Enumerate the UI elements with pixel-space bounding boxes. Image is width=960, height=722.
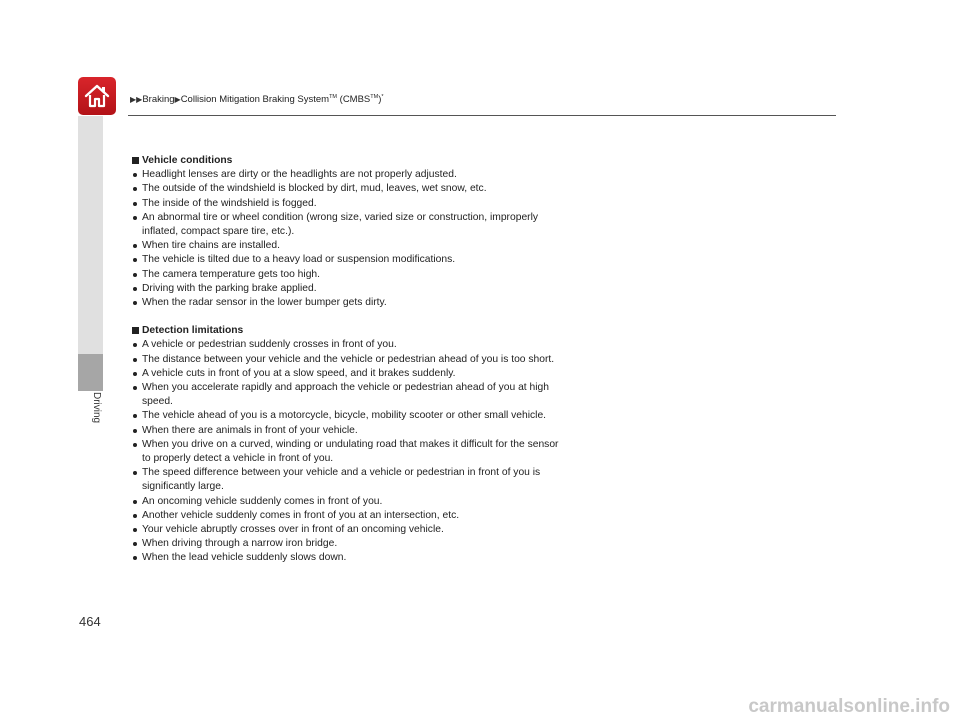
list-item-text: The inside of the windshield is fogged. [142, 197, 317, 209]
home-button[interactable] [78, 77, 116, 115]
bullet-list [132, 168, 562, 310]
bullet-icon [133, 386, 137, 390]
list-item [132, 182, 562, 196]
breadcrumb-arrow-icon: ▶ [174, 95, 181, 105]
bullet-icon [133, 414, 137, 418]
list-item [132, 466, 562, 494]
list-item-text: When the lead vehicle suddenly slows down. [142, 552, 347, 564]
list-item [132, 537, 562, 551]
square-bullet-icon [132, 327, 139, 334]
list-item [132, 338, 562, 352]
bullet-icon [133, 500, 137, 504]
bullet-icon [133, 173, 137, 177]
list-item [132, 495, 562, 509]
list-item [132, 211, 562, 239]
list-item [132, 367, 562, 381]
bullet-icon [133, 202, 137, 206]
header-divider [128, 115, 836, 116]
list-item-text: The vehicle is tilted due to a heavy load or suspension modifications. [142, 254, 456, 266]
list-item-text: Driving with the parking brake applied. [142, 282, 317, 294]
bullet-icon [133, 216, 137, 220]
list-item-text: Your vehicle abruptly crosses over in front of an oncoming vehicle. [142, 524, 444, 536]
bullet-icon [133, 343, 137, 347]
list-item [132, 381, 562, 409]
asterisk-mark: * [381, 94, 384, 100]
list-item-text: An oncoming vehicle suddenly comes in front of you. [142, 495, 383, 507]
list-item-text: When tire chains are installed. [142, 240, 280, 252]
list-item-text: A vehicle or pedestrian suddenly crosses in front of you. [142, 339, 397, 351]
page-number: 464 [79, 614, 101, 629]
section-detection-limitations [132, 324, 562, 565]
side-tab-driving-marker[interactable] [78, 354, 103, 391]
list-item [132, 168, 562, 182]
bullet-icon [133, 429, 137, 433]
list-item [132, 551, 562, 565]
bullet-icon [133, 273, 137, 277]
list-item [132, 438, 562, 466]
list-item-text: When you drive on a curved, winding or undulating road that makes it difficult for the sensor to properly detect a vehicle in front of you. [142, 438, 559, 465]
breadcrumb-item-cmbs-text: Collision Mitigation Braking System [180, 94, 330, 106]
breadcrumb-item-braking[interactable]: Braking [142, 94, 175, 106]
side-tab-background [78, 116, 103, 354]
list-item [132, 253, 562, 267]
bullet-icon [133, 258, 137, 262]
bullet-icon [133, 372, 137, 376]
bullet-icon [133, 244, 137, 248]
list-item [132, 523, 562, 537]
list-item [132, 197, 562, 211]
bullet-icon [133, 301, 137, 305]
list-item [132, 353, 562, 367]
list-item-text: When driving through a narrow iron bridge. [142, 538, 338, 550]
list-item-text: The distance between your vehicle and the vehicle or pedestrian ahead of you is too short. [142, 353, 555, 365]
list-item [132, 268, 562, 282]
list-item [132, 296, 562, 310]
section-vehicle-conditions [132, 154, 562, 310]
list-item-text: When the radar sensor in the lower bumper gets dirty. [142, 297, 387, 309]
list-item [132, 239, 562, 253]
list-item-text: When there are animals in front of your vehicle. [142, 424, 358, 436]
list-item [132, 409, 562, 423]
breadcrumb-arrow-icon: ▶▶ [130, 95, 143, 105]
bullet-icon [133, 556, 137, 560]
list-item-text: The vehicle ahead of you is a motorcycle, bicycle, mobility scooter or other small vehicle. [142, 410, 547, 422]
list-item [132, 282, 562, 296]
list-item-text: The outside of the windshield is blocked by dirt, mud, leaves, wet snow, etc. [142, 183, 487, 195]
bullet-icon [133, 358, 137, 362]
breadcrumb [130, 94, 384, 105]
section-title [132, 324, 562, 338]
list-item [132, 424, 562, 438]
section-title [132, 154, 562, 168]
bullet-icon [133, 514, 137, 518]
breadcrumb-item-cmbs[interactable] [181, 94, 382, 105]
bullet-icon [133, 542, 137, 546]
breadcrumb-abbrev: (CMBS [337, 94, 371, 106]
bullet-list [132, 338, 562, 565]
bullet-icon [133, 187, 137, 191]
trademark-mark: TM [329, 94, 338, 100]
square-bullet-icon [132, 157, 139, 164]
list-item-text: The camera temperature gets too high. [142, 268, 321, 280]
bullet-icon [133, 443, 137, 447]
watermark: carmanualsonline.info [748, 696, 950, 717]
section-title-text: Detection limitations [142, 325, 244, 337]
trademark-mark: TM [370, 94, 379, 100]
list-item-text: The speed difference between your vehicle and a vehicle or pedestrian in front of you is significantly large. [142, 467, 541, 493]
list-item-text: Headlight lenses are dirty or the headlights are not properly adjusted. [142, 169, 457, 181]
list-item [132, 509, 562, 523]
bullet-icon [133, 528, 137, 532]
breadcrumb-paren: ) [378, 94, 382, 106]
side-tab-label: Driving [91, 392, 102, 424]
list-item-text: When you accelerate rapidly and approach the vehicle or pedestrian ahead of you at high speed. [142, 382, 549, 408]
home-icon [83, 83, 111, 109]
list-item-text: A vehicle cuts in front of you at a slow speed, and it brakes suddenly. [142, 367, 456, 379]
bullet-icon [133, 471, 137, 475]
main-content [132, 154, 562, 566]
list-item-text: An abnormal tire or wheel condition (wrong size, varied size or construction, improperly inflated, compact spare tire, etc.). [142, 211, 539, 238]
section-title-text: Vehicle conditions [142, 155, 233, 166]
bullet-icon [133, 287, 137, 291]
list-item-text: Another vehicle suddenly comes in front of you at an intersection, etc. [142, 509, 460, 521]
